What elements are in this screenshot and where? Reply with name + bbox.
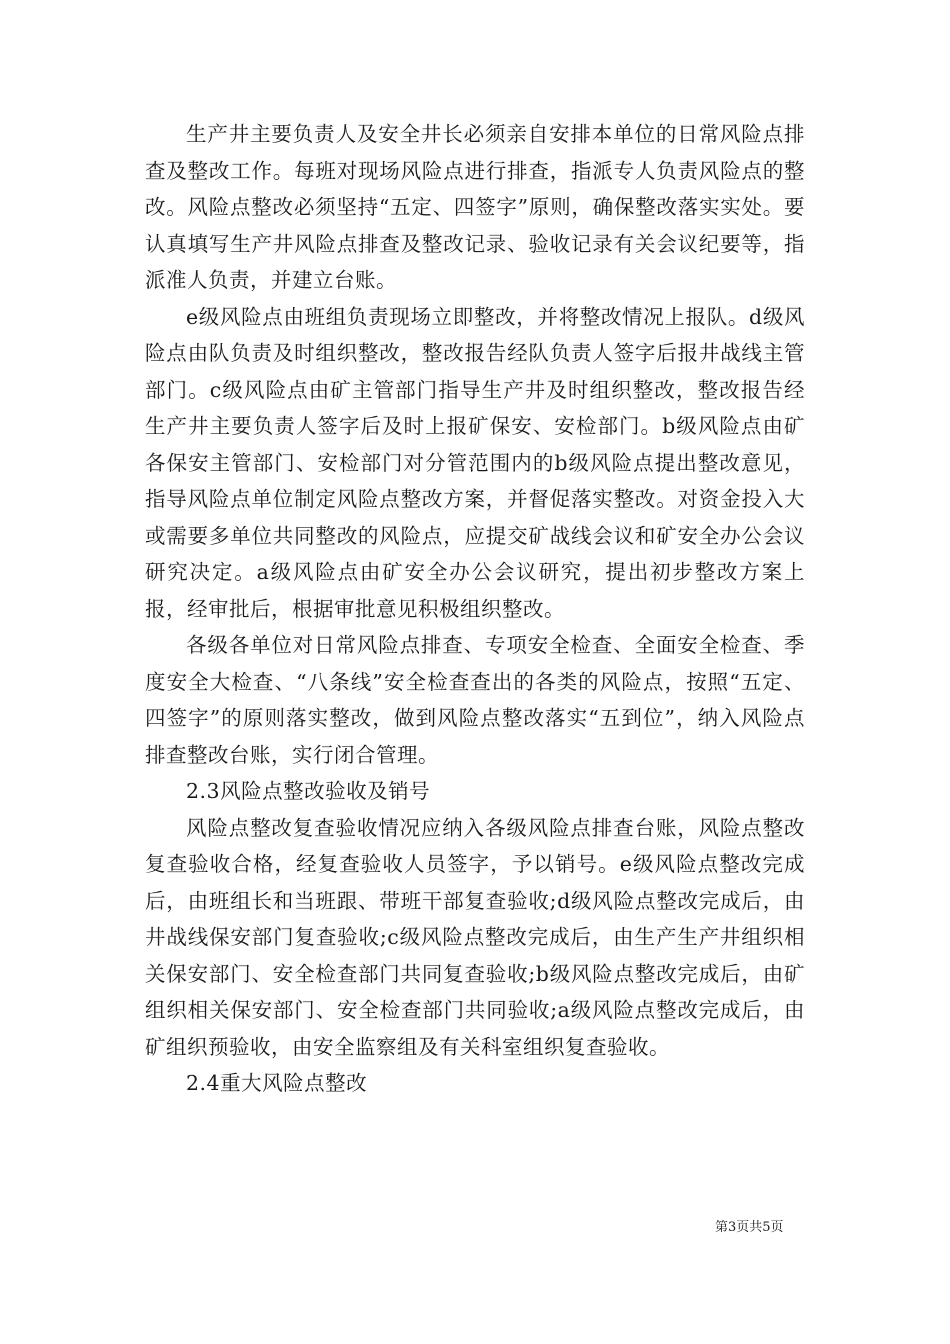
page-number-footer: 第3页共5页 [715, 1220, 784, 1235]
section-heading-2-4: 2.4重大风险点整改 [186, 1071, 368, 1095]
section-heading-2-3: 2.3风险点整改验收及销号 [186, 779, 431, 803]
paragraph-daily-risk-inspection: 生产井主要负责人及安全井长必须亲自安排本单位的日常风险点排查及整改工作。每班对现场风险点进行排查，指派专人负责风险点的整改。风险点整改必须坚持“五定、四签字”原则，确保整改落实实处。要认真填写生产井风险点排查及整改记录、验收记录有关会议纪要等，指派准人负责，并建立台账。 [145, 122, 805, 292]
paragraph-acceptance-and-closure: 风险点整改复查验收情况应纳入各级风险点排查台账，风险点整改复查验收合格，经复查验收人员签字，予以销号。e级风险点整改完成后，由班组长和当班跟、带班干部复查验收;d级风险点整改完成后，由井战线保安部门复查验收;c级风险点整改完成后，由生产生产井组织相关保安部门、安全检查部门共同复查验收;b级风险点整改完成后，由矿组织相关保安部门、安全检查部门共同验收;a级风险点整改完成后，由矿组织预验收，由安全监察组及有关科室组织复查验收。 [145, 815, 805, 1059]
paragraph-risk-levels: e级风险点由班组负责现场立即整改，并将整改情况上报队。d级风险点由队负责及时组织整改，整改报告经队负责人签字后报井战线主管部门。c级风险点由矿主管部门指导生产井及时组织整改，整改报告经生产井主要负责人签字后及时上报矿保安、安检部门。b级风险点由矿各保安主管部门、安检部门对分管范围内的b级风险点提出整改意见，指导风险点单位制定风险点整改方案，并督促落实整改。对资金投入大或需要多单位共同整改的风险点，应提交矿战线会议和矿安全办公会议研究决定。a级风险点由矿安全办公会议研究，提出初步整改方案上报，经审批后，根据审批意见积极组织整改。 [145, 304, 805, 621]
document-body [145, 116, 805, 1102]
paragraph-closed-loop-management: 各级各单位对日常风险点排查、专项安全检查、全面安全检查、季度安全大检查、“八条线”安全检查查出的各类的风险点，按照“五定、四签字”的原则落实整改，做到风险点整改落实“五到位”，纳入风险点排查整改台账，实行闭合管理。 [145, 633, 805, 767]
